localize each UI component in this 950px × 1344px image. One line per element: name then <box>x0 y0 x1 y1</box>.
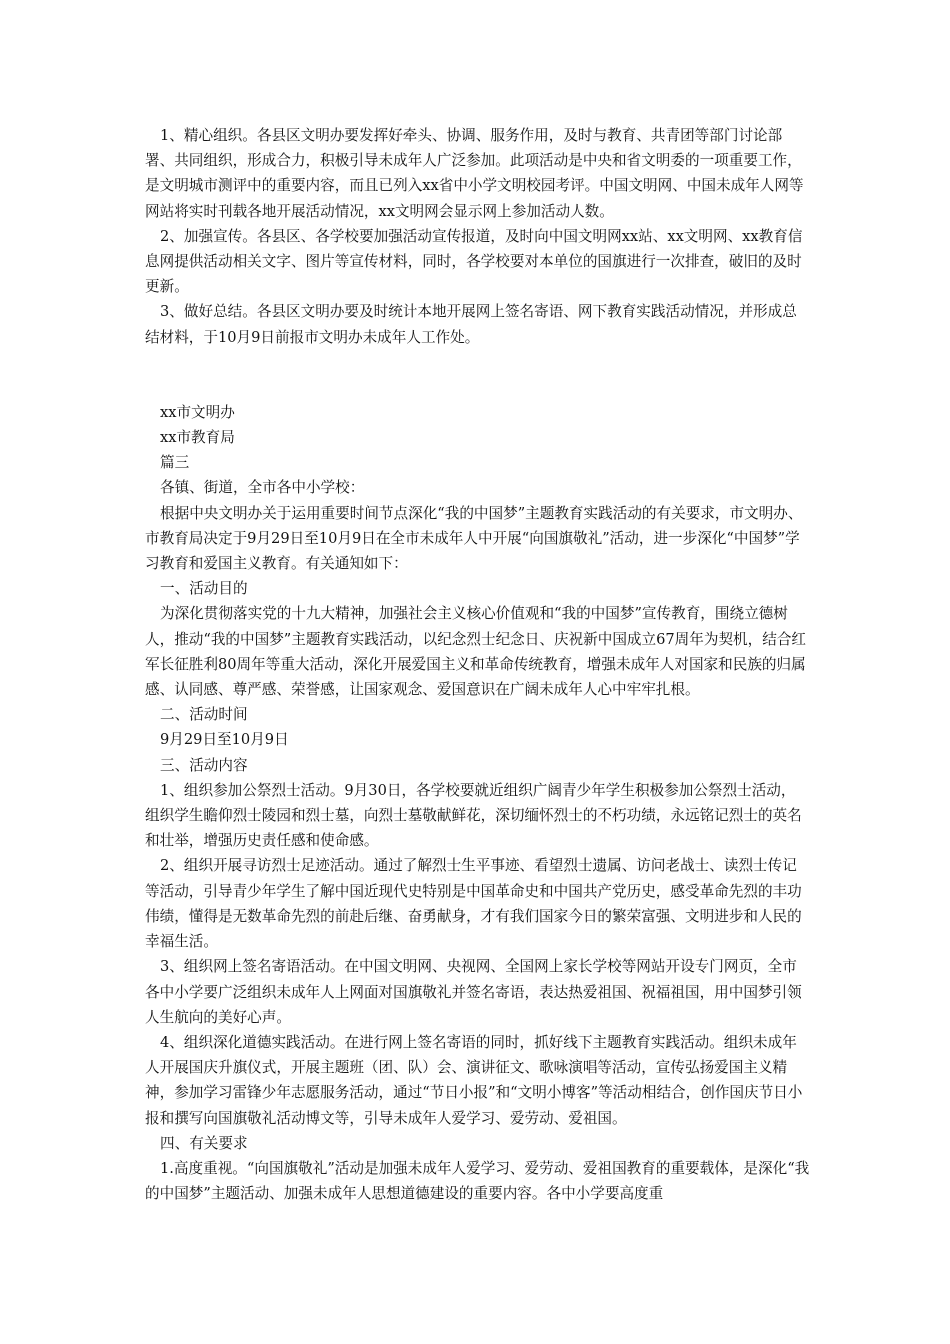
paragraph: 为深化贯彻落实党的十九大精神，加强社会主义核心价值观和“我的中国梦”宣传教育，围绕立德树人，推动“我的中国梦”主题教育实践活动，以纪念烈士纪念日、庆祝新中国成立67周年为契机，结合红军长征胜利80周年等重大活动，深化开展爱国主义和革命传统教育，增强未成年人对国家和民族的归属感、认同感、尊严感、荣誉感，让国家观念、爱国意识在广阔未成年人心中牢牢扎根。 <box>145 605 807 699</box>
signature-org-1: xx市文明办 <box>160 403 235 421</box>
paragraph: 根据中央文明办关于运用重要时间节点深化“我的中国梦”主题教育实践活动的有关要求，市文明办、市教育局决定于9月29日至10月9日在全市未成年人中开展“向国旗敬礼”活动，进一步深化“中国梦”学习教育和爱国主义教育。有关通知如下： <box>145 504 803 573</box>
list-item: 1、组织参加公祭烈士活动。9月30日，各学校要就近组织广阔青少年学生积极参加公祭烈士活动，组织学生瞻仰烈士陵园和烈士墓，向烈士墓敬献鲜花，深切缅怀烈士的不朽功绩，永远铭记烈士的英名和壮举，增强历史责任感和使命感。 <box>145 781 802 850</box>
paragraph: 3、做好总结。各县区文明办要及时统计本地开展网上签名寄语、网下教育实践活动情况，并形成总结材料，于10月9日前报市文明办未成年人工作处。 <box>145 303 797 346</box>
paragraph: 9月29日至10月9日 <box>160 731 289 749</box>
section-heading: 篇三 <box>160 454 190 472</box>
subsection-title: 二、活动时间 <box>160 706 248 724</box>
list-item: 4、组织深化道德实践活动。在进行网上签名寄语的同时，抓好线下主题教育实践活动。组织未成年人开展国庆升旗仪式，开展主题班（团、队）会、演讲征文、歌咏演唱等活动，宣传弘扬爱国主义精神，参加学习雷锋少年志愿服务活动，通过“节日小报”和“文明小博客”等活动相结合，创作国庆节日小报和撰写向国旗敬礼活动博文等，引导未成年人爱学习、爱劳动、爱祖国。 <box>145 1033 803 1127</box>
subsection-title: 三、活动内容 <box>160 756 248 774</box>
paragraph: 2、加强宣传。各县区、各学校要加强活动宣传报道，及时向中国文明网xx站、xx文明网、xx教育信息网提供活动相关文字、图片等宣传材料，同时，各学校要对本单位的国旗进行一次排查，破旧的及时更新。 <box>145 227 803 296</box>
list-item: 2、组织开展寻访烈士足迹活动。通过了解烈士生平事迹、看望烈士遗属、访问老战士、读烈士传记等活动，引导青少年学生了解中国近现代史特别是中国革命史和中国共产党历史，感受革命先烈的丰功伟绩，懂得是无数革命先烈的前赴后继、奋勇献身，才有我们国家今日的繁荣富强、文明进步和人民的幸福生活。 <box>145 857 802 951</box>
list-item: 1.高度重视。“向国旗敬礼”活动是加强未成年人爱学习、爱劳动、爱祖国教育的重要载体，是深化“我的中国梦”主题活动、加强未成年人思想道德建设的重要内容。各中小学要高度重 <box>145 1159 810 1203</box>
salutation: 各镇、街道，全市各中小学校： <box>160 479 365 497</box>
list-item: 3、组织网上签名寄语活动。在中国文明网、央视网、全国网上家长学校等网站开设专门网页，全市各中小学要广泛组织未成年人上网面对国旗敬礼并签名寄语，表达热爱祖国、祝福祖国，用中国梦引领人生航向的美好心声。 <box>145 958 802 1026</box>
subsection-title: 一、活动目的 <box>160 580 248 598</box>
spacer <box>145 350 810 400</box>
subsection-title: 四、有关要求 <box>160 1134 248 1152</box>
signature-org-2: xx市教育局 <box>160 429 235 447</box>
paragraph: 1、精心组织。各县区文明办要发挥好牵头、协调、服务作用，及时与教育、共青团等部门讨论部署、共同组织，形成合力，积极引导未成年人广泛参加。此项活动是中央和省文明委的一项重要工作，是文明城市测评中的重要内容，而且已列入xx省中小学文明校园考评。中国文明网、中国未成年人网等网站将实时刊载各地开展活动情况，xx文明网会显示网上参加活动人数。 <box>145 127 804 220</box>
